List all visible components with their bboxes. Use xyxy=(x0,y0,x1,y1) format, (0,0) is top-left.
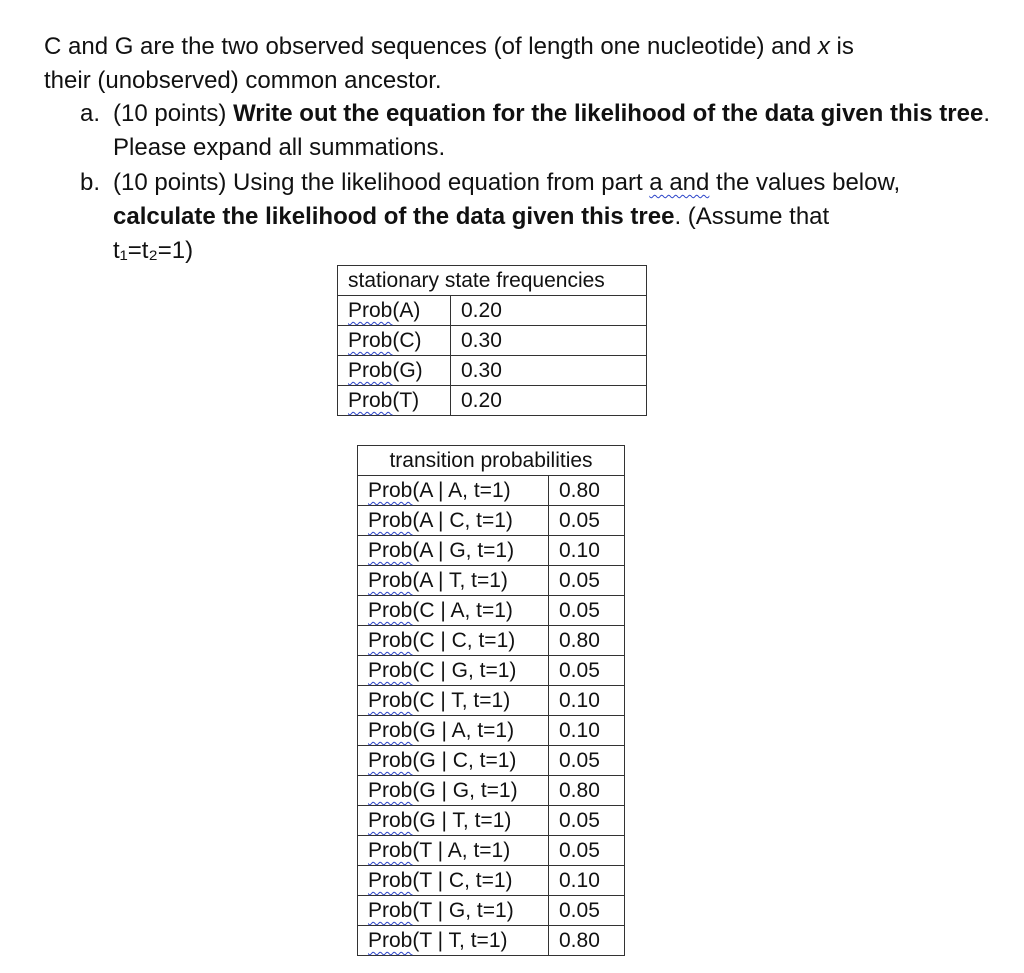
table-row xyxy=(358,686,625,716)
prob-argument: (T | A, t=1) xyxy=(412,839,511,862)
intro-text-start: C and G are the two observed sequences (of length one nucleotide) and xyxy=(44,33,818,60)
intro-paragraph xyxy=(44,30,1004,98)
transition-table-header: transition probabilities xyxy=(358,446,625,476)
prob-label: Prob xyxy=(368,539,413,562)
part-b-spellcheck-text: a and xyxy=(649,169,710,196)
prob-label: Prob xyxy=(348,329,393,352)
transition-value: 0.10 xyxy=(549,686,625,716)
transition-value: 0.05 xyxy=(549,506,625,536)
frequency-value: 0.20 xyxy=(451,296,647,326)
prob-label: Prob xyxy=(368,779,413,802)
ancestor-variable: x xyxy=(817,33,830,60)
table-row xyxy=(358,566,625,596)
prob-argument: (G) xyxy=(392,359,423,382)
table-row xyxy=(358,536,625,566)
part-b-instruction: calculate the likelihood of the data given this tree xyxy=(113,203,675,230)
intro-text-line2: their (unobserved) common ancestor. xyxy=(44,67,442,94)
prob-argument: (T | G, t=1) xyxy=(412,899,514,922)
part-a-marker: a. xyxy=(80,100,101,127)
prob-argument: (A | C, t=1) xyxy=(412,509,513,532)
transition-value: 0.80 xyxy=(549,626,625,656)
transition-value: 0.05 xyxy=(549,806,625,836)
question-part-b xyxy=(80,166,1010,268)
transition-value: 0.10 xyxy=(549,866,625,896)
table-row xyxy=(358,866,625,896)
prob-argument: (G | G, t=1) xyxy=(412,779,518,802)
part-b-text-mid: the values below, xyxy=(709,169,901,196)
prob-argument: (C | T, t=1) xyxy=(412,689,511,712)
prob-label: Prob xyxy=(368,749,413,772)
frequency-value: 0.30 xyxy=(451,356,647,386)
prob-argument: (T | C, t=1) xyxy=(412,869,513,892)
table-row xyxy=(358,896,625,926)
prob-label: Prob xyxy=(368,899,413,922)
part-b-assumption: . (Assume that xyxy=(674,203,830,230)
prob-argument: (T) xyxy=(392,389,420,412)
table-row xyxy=(358,806,625,836)
table-row xyxy=(358,926,625,956)
transition-value: 0.05 xyxy=(549,596,625,626)
transition-value: 0.80 xyxy=(549,476,625,506)
transition-value: 0.10 xyxy=(549,716,625,746)
prob-argument: (T | T, t=1) xyxy=(412,929,508,952)
prob-argument: (A) xyxy=(392,299,421,322)
transition-value: 0.05 xyxy=(549,836,625,866)
transition-value: 0.05 xyxy=(549,746,625,776)
prob-label: Prob xyxy=(348,359,393,382)
prob-label: Prob xyxy=(368,689,413,712)
stationary-table-header: stationary state frequencies xyxy=(338,266,647,296)
part-b-marker: b. xyxy=(80,169,101,196)
prob-label: Prob xyxy=(348,389,393,412)
transition-table-body xyxy=(358,476,625,956)
part-a-instruction: Write out the equation for the likelihood of the data given this tree xyxy=(233,100,984,127)
prob-argument: (C | G, t=1) xyxy=(412,659,517,682)
part-a-rest: . Please expand all summations. xyxy=(113,100,991,161)
part-b-text-start: (10 points) Using the likelihood equation from part xyxy=(113,169,650,196)
prob-argument: (A | A, t=1) xyxy=(412,479,511,502)
prob-argument: (G | A, t=1) xyxy=(412,719,515,742)
prob-argument: (C | C, t=1) xyxy=(412,629,516,652)
prob-label: Prob xyxy=(368,719,413,742)
table-row xyxy=(358,776,625,806)
prob-argument: (A | G, t=1) xyxy=(412,539,515,562)
table-row xyxy=(338,386,647,416)
prob-label: Prob xyxy=(368,929,413,952)
transition-value: 0.80 xyxy=(549,926,625,956)
table-row xyxy=(358,716,625,746)
prob-argument: (G | T, t=1) xyxy=(412,809,512,832)
intro-text-end: is xyxy=(829,33,854,60)
table-row xyxy=(338,296,647,326)
prob-label: Prob xyxy=(368,629,413,652)
table-row xyxy=(358,656,625,686)
prob-argument: (C) xyxy=(392,329,422,352)
prob-label: Prob xyxy=(368,599,413,622)
prob-label: Prob xyxy=(368,479,413,502)
part-b-time-values: t₁=t₂=1) xyxy=(113,237,194,264)
table-row xyxy=(358,506,625,536)
prob-label: Prob xyxy=(348,299,393,322)
prob-argument: (C | A, t=1) xyxy=(412,599,513,622)
stationary-frequencies-table xyxy=(337,265,647,416)
table-row xyxy=(338,356,647,386)
prob-label: Prob xyxy=(368,869,413,892)
prob-label: Prob xyxy=(368,659,413,682)
prob-argument: (G | C, t=1) xyxy=(412,749,517,772)
table-row xyxy=(358,746,625,776)
table-row xyxy=(358,596,625,626)
table-row xyxy=(358,836,625,866)
transition-value: 0.80 xyxy=(549,776,625,806)
table-row xyxy=(338,326,647,356)
prob-label: Prob xyxy=(368,839,413,862)
transition-probabilities-table xyxy=(357,445,625,956)
table-row xyxy=(358,626,625,656)
transition-value: 0.05 xyxy=(549,656,625,686)
transition-value: 0.05 xyxy=(549,566,625,596)
part-a-points: (10 points) xyxy=(113,100,234,127)
question-part-a xyxy=(80,97,1010,165)
prob-label: Prob xyxy=(368,809,413,832)
frequency-value: 0.20 xyxy=(451,386,647,416)
transition-value: 0.05 xyxy=(549,896,625,926)
table-row xyxy=(358,476,625,506)
transition-value: 0.10 xyxy=(549,536,625,566)
prob-label: Prob xyxy=(368,569,413,592)
prob-label: Prob xyxy=(368,509,413,532)
prob-argument: (A | T, t=1) xyxy=(412,569,508,592)
frequency-value: 0.30 xyxy=(451,326,647,356)
